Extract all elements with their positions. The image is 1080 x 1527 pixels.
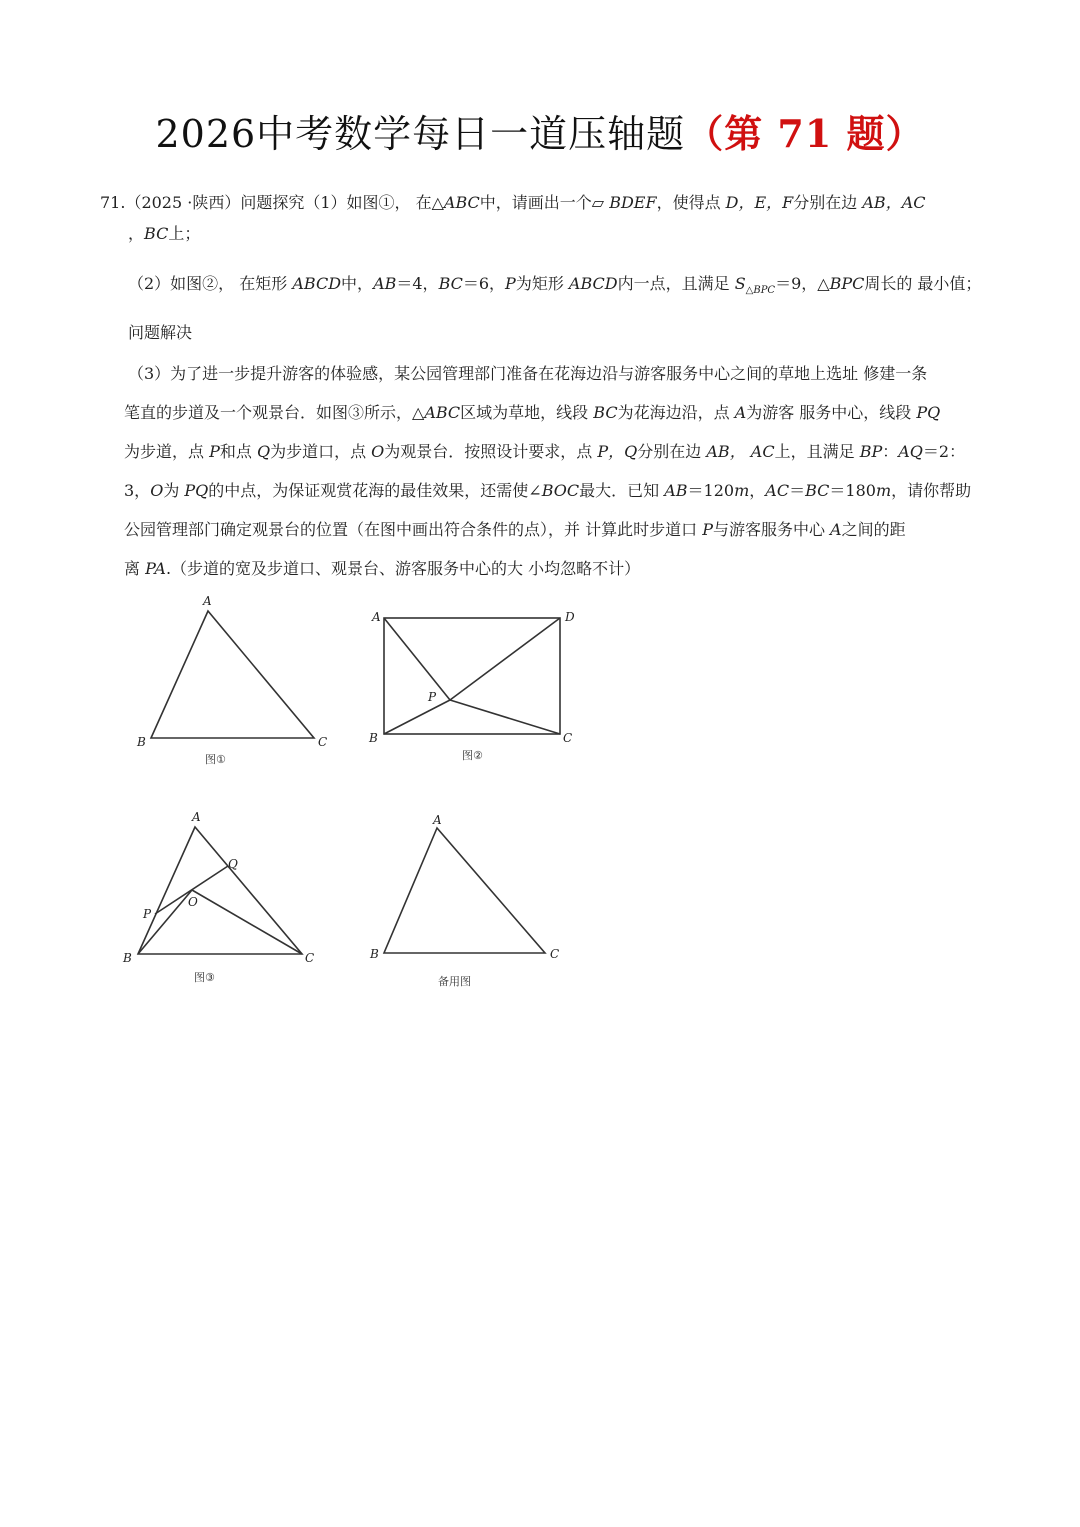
segment-oc xyxy=(192,890,302,954)
fig2-caption: 图② xyxy=(462,749,483,762)
fig4-label-c: C xyxy=(550,947,560,961)
fig2-label-b: B xyxy=(369,731,378,745)
fig4-caption: 备用图 xyxy=(438,975,471,988)
fig3-label-p: P xyxy=(143,907,152,921)
fig1-label-a: A xyxy=(203,594,212,608)
section-heading: 问题解决 xyxy=(128,323,193,342)
fig2-label-c: C xyxy=(563,731,573,745)
part3-line-2: 笔直的步道及一个观景台．如图③所示，△ABC区域为草地，线段 BC为花海边沿，点 A为游客 服务中心，线段 PQ xyxy=(124,403,941,422)
part3-line-6: 离 PA.（步道的宽及步道口、观景台、游客服务中心的大 小均忽略不计） xyxy=(124,559,641,578)
figure-4 xyxy=(384,828,545,953)
fig3-label-q: Q xyxy=(228,857,238,871)
fig1-label-b: B xyxy=(137,735,146,749)
problem-part-2: （2）如图②， 在矩形 ABCD中，AB＝4，BC＝6，P为矩形 ABCD内一点，且满足 $S_{\triangle BPC}=9$，△BPC周长的 最小值； xyxy=(128,274,982,296)
segment-ap xyxy=(384,618,450,700)
figure-2 xyxy=(384,618,560,734)
figure-1 xyxy=(151,611,314,738)
fig3-label-c: C xyxy=(305,951,315,965)
fig3-caption: 图③ xyxy=(194,971,215,984)
triangle-abc xyxy=(384,828,545,953)
segment-bo xyxy=(138,890,192,954)
fig2-label-d: D xyxy=(565,610,575,624)
triangle-abc xyxy=(138,827,302,954)
problem-line-1: 71.（2025 ·陕西）问题探究（1）如图①， 在△ABC中，请画出一个▱ BDEF，使得点 D，E，F分别在边 AB，AC xyxy=(100,193,926,212)
part3-line-5: 公园管理部门确定观景台的位置（在图中画出符合条件的点），并 计算此时步道口 P与游客服务中心 A之间的距 xyxy=(124,520,906,539)
rectangle-abcd xyxy=(384,618,560,734)
segment-pd xyxy=(450,618,560,700)
part3-line-3: 为步道，点 P和点 Q为步道口，点 O为观景台．按照设计要求，点 P，Q分别在边 AB， AC上，且满足 BP：AQ＝2： xyxy=(124,442,966,461)
title-main: 2026中考数学每日一道压轴题 xyxy=(155,112,686,156)
fig1-label-c: C xyxy=(318,735,328,749)
fig2-label-p: P xyxy=(428,690,437,704)
triangle-abc xyxy=(151,611,314,738)
fig3-label-a: A xyxy=(192,810,201,824)
part3-line-4: 3，O为 PQ的中点，为保证观赏花海的最佳效果，还需使∠BOC最大．已知 AB＝120m，AC＝BC＝180m，请你帮助 xyxy=(124,481,972,500)
fig4-label-b: B xyxy=(370,947,379,961)
figure-3 xyxy=(138,827,302,954)
fig2-label-a: A xyxy=(372,610,381,624)
segment-pc xyxy=(450,700,560,734)
fig3-label-o: O xyxy=(188,895,198,909)
fig1-caption: 图① xyxy=(205,753,226,766)
title-problem-number: （第 71 题） xyxy=(685,111,925,156)
fig3-label-b: B xyxy=(123,951,132,965)
part3-line-1: （3）为了进一步提升游客的体验感，某公园管理部门准备在花海边沿与游客服务中心之间的草地上选址 修建一条 xyxy=(128,364,928,383)
segment-bp xyxy=(384,700,450,734)
fig4-label-a: A xyxy=(433,813,442,827)
problem-line-2: ，BC上； xyxy=(128,224,201,243)
